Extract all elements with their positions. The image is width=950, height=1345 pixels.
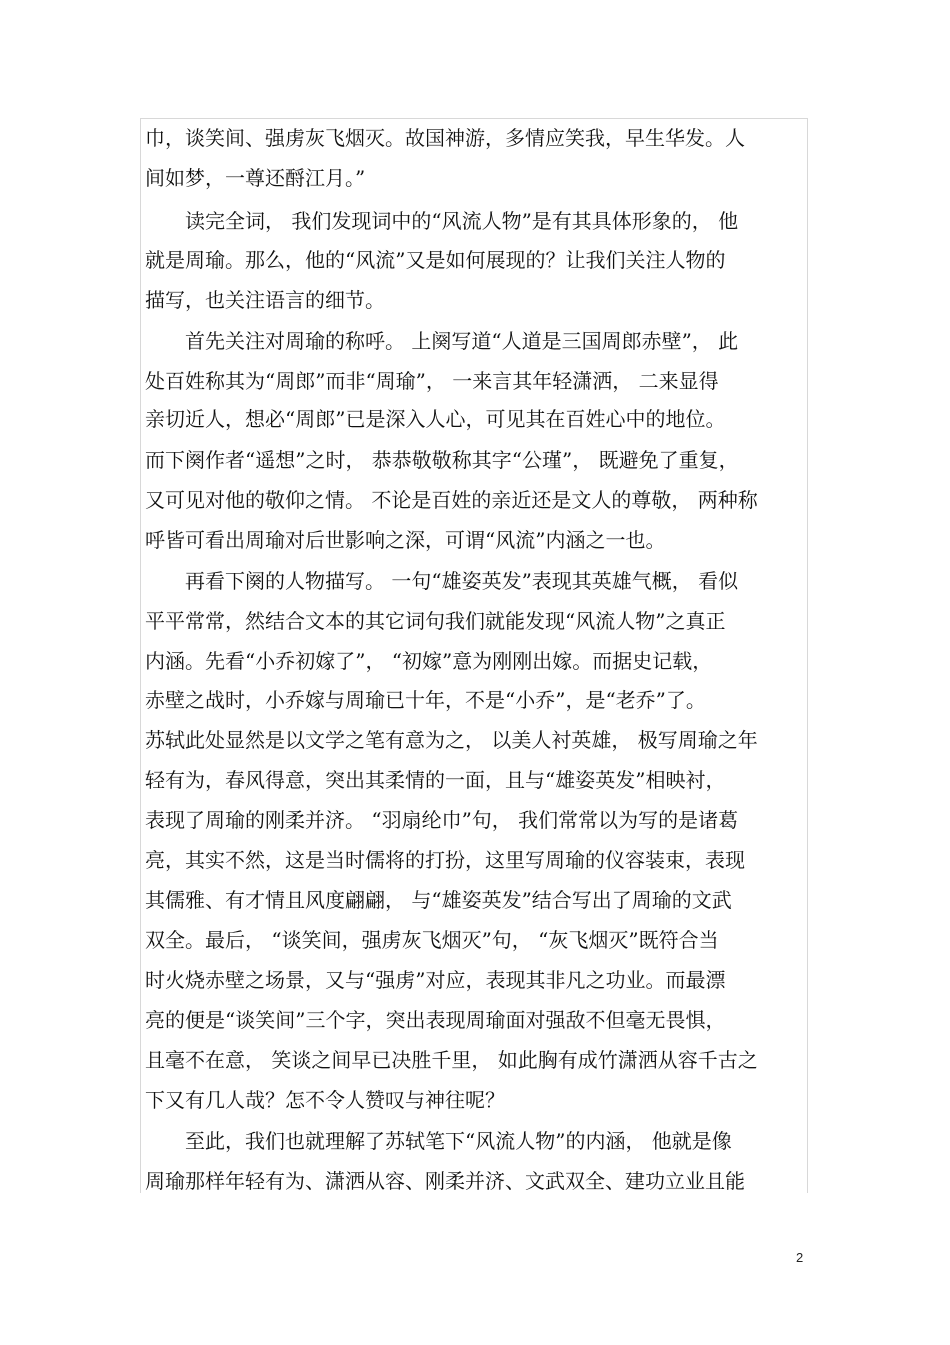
text-line: 时火烧赤壁之场景，又与“强虏”对应，表现其非凡之功业。而最漂 bbox=[145, 968, 726, 992]
text-frame-right-border bbox=[807, 118, 808, 1193]
text-line: 首先关注对周瑜的称呼。 上阕写道“人道是三国周郎赤壁”， 此 bbox=[145, 329, 739, 353]
text-line: 轻有为，春风得意，突出其柔情的一面，且与“雄姿英发”相映衬， bbox=[145, 768, 726, 792]
text-line: 下又有几人哉？怎不令人赞叹与神往呢？ bbox=[145, 1088, 505, 1112]
text-line: 内涵。先看“小乔初嫁了”， “初嫁”意为刚刚出嫁。而据史记载， bbox=[145, 649, 713, 673]
text-line: 且毫不在意， 笑谈之间早已决胜千里， 如此胸有成竹潇洒从容千古之 bbox=[145, 1048, 758, 1072]
text-frame-top-border bbox=[140, 118, 808, 119]
text-line: 巾，谈笑间、强虏灰飞烟灭。故国神游，多情应笑我，早生华发。人 bbox=[145, 126, 745, 150]
text-line: 而下阕作者“遥想”之时， 恭恭敬敬称其字“公瑾”， 既避免了重复， bbox=[145, 448, 739, 472]
text-line: 亲切近人，想必“周郎”已是深入人心，可见其在百姓心中的地位。 bbox=[145, 407, 726, 431]
text-line: 至此，我们也就理解了苏轼笔下“风流人物”的内涵， 他就是像 bbox=[145, 1129, 732, 1153]
text-line: 苏轼此处显然是以文学之笔有意为之， 以美人衬英雄， 极写周瑜之年 bbox=[145, 728, 758, 752]
text-line: 再看下阕的人物描写。 一句“雄姿英发”表现其英雄气概， 看似 bbox=[145, 569, 739, 593]
text-line: 就是周瑜。那么，他的“风流”又是如何展现的？让我们关注人物的 bbox=[145, 248, 726, 272]
text-line: 平平常常，然结合文本的其它词句我们就能发现“风流人物”之真正 bbox=[145, 609, 726, 633]
text-line: 周瑜那样年轻有为、潇洒从容、刚柔并济、文武双全、建功立业且能 bbox=[145, 1169, 745, 1193]
text-line: 双全。最后， “谈笑间，强虏灰飞烟灭”句， “灰飞烟灭”既符合当 bbox=[145, 928, 719, 952]
text-line: 间如梦，一尊还酹江月。” bbox=[145, 166, 366, 190]
page-number: 2 bbox=[796, 1250, 804, 1265]
text-line: 处百姓称其为“周郎”而非“周瑜”， 一来言其年轻潇洒， 二来显得 bbox=[145, 369, 719, 393]
text-line: 读完全词， 我们发现词中的“风流人物”是有其具体形象的， 他 bbox=[145, 209, 739, 233]
text-line: 呼皆可看出周瑜对后世影响之深，可谓“风流”内涵之一也。 bbox=[145, 528, 666, 552]
text-line: 亮的便是“谈笑间”三个字，突出表现周瑜面对强敌不但毫无畏惧， bbox=[145, 1008, 726, 1032]
text-line: 又可见对他的敬仰之情。 不论是百姓的亲近还是文人的尊敬， 两种称 bbox=[145, 488, 758, 512]
text-line: 描写，也关注语言的细节。 bbox=[145, 288, 385, 312]
text-line: 其儒雅、有才情且风度翩翩， 与“雄姿英发”结合写出了周瑜的文武 bbox=[145, 888, 732, 912]
text-line: 亮，其实不然，这是当时儒将的打扮，这里写周瑜的仪容装束，表现 bbox=[145, 848, 745, 872]
text-frame-left-border bbox=[140, 118, 141, 1193]
text-line: 赤壁之战时，小乔嫁与周瑜已十年，不是“小乔”，是“老乔”了。 bbox=[145, 688, 706, 712]
text-line: 表现了周瑜的刚柔并济。 “羽扇纶巾”句， 我们常常以为写的是诸葛 bbox=[145, 808, 739, 832]
